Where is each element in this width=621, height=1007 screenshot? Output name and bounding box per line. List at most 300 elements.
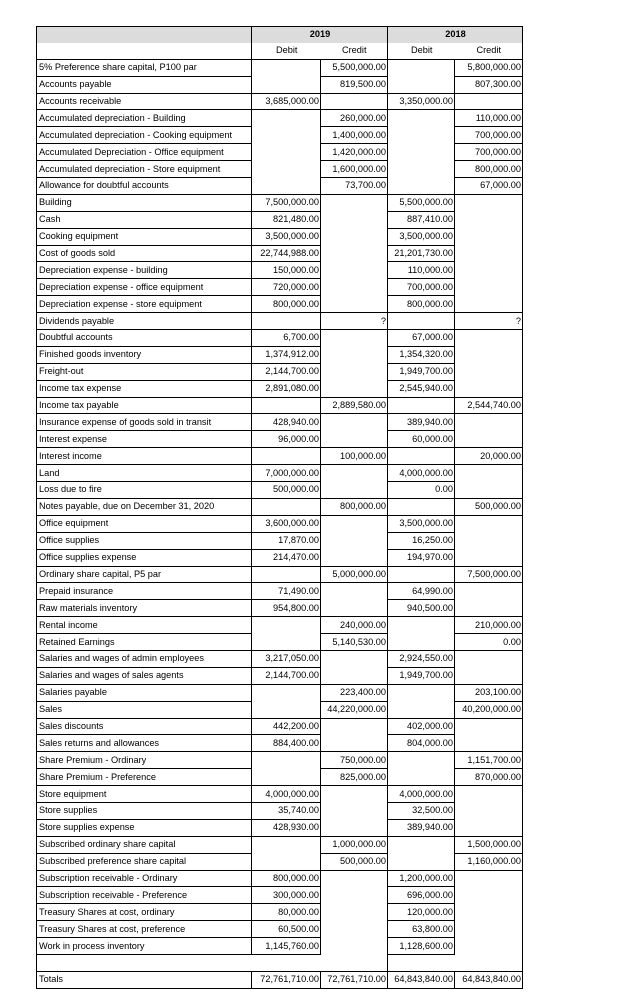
credit-18-cell [455, 938, 523, 955]
table-row [37, 819, 523, 836]
table-row [37, 650, 523, 667]
account-name: Store equipment [37, 786, 252, 803]
totals-row [37, 971, 523, 988]
debit-19-cell [252, 684, 321, 701]
account-name: Cooking equipment [37, 228, 252, 245]
table-row [37, 178, 523, 195]
table-row [37, 938, 523, 955]
credit-19-cell [321, 532, 388, 549]
table-row [37, 144, 523, 161]
column-header-row [37, 43, 523, 59]
corner-cell [37, 27, 252, 43]
account-name: Sales discounts [37, 718, 252, 735]
account-name: Finished goods inventory [37, 346, 252, 363]
account-name: Store supplies expense [37, 819, 252, 836]
credit-19-cell [321, 549, 388, 566]
table-row [37, 59, 523, 76]
debit-19-cell: 7,500,000.00 [252, 194, 321, 211]
credit-18-cell [455, 228, 523, 245]
credit-18-cell [455, 93, 523, 110]
credit-19-cell: 825,000.00 [321, 769, 388, 786]
credit-18-cell [455, 431, 523, 448]
credit-19-cell [321, 363, 388, 380]
table-row [37, 549, 523, 566]
credit-19-cell: 1,000,000.00 [321, 836, 388, 853]
debit-18-cell: 67,000.00 [388, 330, 455, 347]
account-name: Retained Earnings [37, 634, 252, 651]
debit-19-cell: 1,145,760.00 [252, 938, 321, 955]
table-row [37, 414, 523, 431]
total-c18: 64,843,840.00 [455, 971, 523, 988]
account-name: Salaries and wages of admin employees [37, 650, 252, 667]
debit-2018-header: Debit [388, 43, 455, 59]
credit-18-cell [455, 194, 523, 211]
debit-19-cell [252, 110, 321, 127]
credit-18-cell [455, 819, 523, 836]
credit-19-cell [321, 414, 388, 431]
account-name: Land [37, 465, 252, 482]
table-row [37, 634, 523, 651]
credit-19-cell: 223,400.00 [321, 684, 388, 701]
total-d19: 72,761,710.00 [252, 971, 321, 988]
account-name: Accounts receivable [37, 93, 252, 110]
debit-18-cell: 389,940.00 [388, 414, 455, 431]
table-row [37, 786, 523, 803]
credit-19-cell [321, 600, 388, 617]
account-name: Depreciation expense - office equipment [37, 279, 252, 296]
credit-18-cell: 210,000.00 [455, 617, 523, 634]
debit-18-cell: 120,000.00 [388, 904, 455, 921]
credit-18-cell: 700,000.00 [455, 127, 523, 144]
table-row [37, 245, 523, 262]
debit-19-cell [252, 178, 321, 195]
debit-19-cell [252, 127, 321, 144]
debit-19-cell: 6,700.00 [252, 330, 321, 347]
account-name: Salaries and wages of sales agents [37, 667, 252, 684]
debit-18-cell [388, 144, 455, 161]
credit-18-cell [455, 245, 523, 262]
debit-18-cell: 110,000.00 [388, 262, 455, 279]
debit-18-cell: 389,940.00 [388, 819, 455, 836]
total-d18: 64,843,840.00 [388, 971, 455, 988]
table-row [37, 667, 523, 684]
year-2018-header: 2018 [388, 27, 523, 43]
debit-19-cell [252, 59, 321, 76]
debit-18-cell: 1,949,700.00 [388, 667, 455, 684]
debit-18-cell: 0.00 [388, 482, 455, 499]
debit-19-cell: 22,744,988.00 [252, 245, 321, 262]
table-row [37, 684, 523, 701]
account-name: Office supplies [37, 532, 252, 549]
credit-18-cell [455, 482, 523, 499]
credit-19-cell: 500,000.00 [321, 853, 388, 870]
credit-19-cell [321, 330, 388, 347]
trial-balance-table [36, 26, 523, 989]
credit-19-cell: 5,500,000.00 [321, 59, 388, 76]
debit-19-cell: 3,217,050.00 [252, 650, 321, 667]
debit-19-cell [252, 566, 321, 583]
debit-18-cell: 1,128,600.00 [388, 938, 455, 955]
debit-19-cell: 96,000.00 [252, 431, 321, 448]
credit-18-cell [455, 718, 523, 735]
account-name: Share Premium - Preference [37, 769, 252, 786]
debit-19-cell: 3,685,000.00 [252, 93, 321, 110]
table-row [37, 752, 523, 769]
account-name: Salaries payable [37, 684, 252, 701]
debit-19-cell: 71,490.00 [252, 583, 321, 600]
account-name: Ordinary share capital, P5 par [37, 566, 252, 583]
debit-19-cell: 2,144,700.00 [252, 667, 321, 684]
debit-19-cell: 150,000.00 [252, 262, 321, 279]
credit-18-cell [455, 887, 523, 904]
debit-18-cell [388, 161, 455, 178]
debit-19-cell: 428,940.00 [252, 414, 321, 431]
year-header-row [37, 27, 523, 43]
debit-19-cell [252, 448, 321, 465]
debit-18-cell [388, 617, 455, 634]
table-row [37, 482, 523, 499]
account-name: Freight-out [37, 363, 252, 380]
debit-19-cell [252, 836, 321, 853]
table-row [37, 296, 523, 313]
credit-18-cell: 67,000.00 [455, 178, 523, 195]
credit-2019-header: Credit [321, 43, 388, 59]
account-name: Share Premium - Ordinary [37, 752, 252, 769]
debit-18-cell: 3,350,000.00 [388, 93, 455, 110]
debit-18-cell [388, 110, 455, 127]
credit-19-cell: 800,000.00 [321, 498, 388, 515]
spacer-cell [388, 954, 455, 971]
table-row [37, 93, 523, 110]
credit-19-cell [321, 667, 388, 684]
debit-2019-header: Debit [252, 43, 321, 59]
table-row [37, 566, 523, 583]
spacer-cell [321, 954, 388, 971]
credit-18-cell: 0.00 [455, 634, 523, 651]
debit-19-cell: 1,374,912.00 [252, 346, 321, 363]
debit-18-cell: 402,000.00 [388, 718, 455, 735]
debit-18-cell: 700,000.00 [388, 279, 455, 296]
debit-18-cell: 1,200,000.00 [388, 870, 455, 887]
debit-18-cell: 2,545,940.00 [388, 380, 455, 397]
table-row [37, 921, 523, 938]
account-name: Subscription receivable - Preference [37, 887, 252, 904]
table-row [37, 870, 523, 887]
debit-18-cell [388, 769, 455, 786]
debit-19-cell: 500,000.00 [252, 482, 321, 499]
account-name: Treasury Shares at cost, ordinary [37, 904, 252, 921]
debit-19-cell: 821,480.00 [252, 211, 321, 228]
credit-19-cell: ? [321, 313, 388, 330]
credit-18-cell: 5,800,000.00 [455, 59, 523, 76]
account-name: Work in process inventory [37, 938, 252, 955]
credit-18-cell: ? [455, 313, 523, 330]
debit-19-cell: 428,930.00 [252, 819, 321, 836]
credit-19-cell [321, 802, 388, 819]
credit-18-cell [455, 735, 523, 752]
debit-19-cell [252, 161, 321, 178]
table-row [37, 735, 523, 752]
account-name: Office supplies expense [37, 549, 252, 566]
debit-18-cell: 32,500.00 [388, 802, 455, 819]
debit-18-cell [388, 313, 455, 330]
credit-19-cell [321, 482, 388, 499]
credit-18-cell: 7,500,000.00 [455, 566, 523, 583]
debit-19-cell [252, 617, 321, 634]
credit-19-cell [321, 296, 388, 313]
credit-19-cell [321, 921, 388, 938]
credit-18-cell: 800,000.00 [455, 161, 523, 178]
table-row [37, 498, 523, 515]
table-row [37, 718, 523, 735]
debit-18-cell [388, 836, 455, 853]
credit-18-cell: 203,100.00 [455, 684, 523, 701]
credit-18-cell [455, 414, 523, 431]
account-name: Accumulated depreciation - Cooking equipment [37, 127, 252, 144]
debit-18-cell: 696,000.00 [388, 887, 455, 904]
account-name: Rental income [37, 617, 252, 634]
account-name: Accounts payable [37, 76, 252, 93]
table-row [37, 583, 523, 600]
credit-19-cell [321, 870, 388, 887]
credit-19-cell: 1,600,000.00 [321, 161, 388, 178]
credit-18-cell [455, 279, 523, 296]
credit-18-cell [455, 549, 523, 566]
credit-2018-header: Credit [455, 43, 523, 59]
credit-18-cell: 1,500,000.00 [455, 836, 523, 853]
credit-18-cell: 870,000.00 [455, 769, 523, 786]
total-c19: 72,761,710.00 [321, 971, 388, 988]
debit-18-cell [388, 752, 455, 769]
credit-19-cell [321, 380, 388, 397]
credit-18-cell: 807,300.00 [455, 76, 523, 93]
table-row [37, 161, 523, 178]
table-row [37, 228, 523, 245]
debit-18-cell: 63,800.00 [388, 921, 455, 938]
debit-18-cell: 21,201,730.00 [388, 245, 455, 262]
credit-18-cell [455, 802, 523, 819]
table-row [37, 617, 523, 634]
account-name: Accumulated depreciation - Building [37, 110, 252, 127]
totals-label: Totals [37, 971, 252, 988]
credit-19-cell [321, 819, 388, 836]
account-name: Dividends payable [37, 313, 252, 330]
table-row [37, 802, 523, 819]
credit-19-cell [321, 93, 388, 110]
table-row [37, 313, 523, 330]
credit-18-cell [455, 870, 523, 887]
debit-18-cell: 887,410.00 [388, 211, 455, 228]
table-row [37, 279, 523, 296]
table-row [37, 515, 523, 532]
debit-19-cell: 2,144,700.00 [252, 363, 321, 380]
debit-18-cell: 194,970.00 [388, 549, 455, 566]
account-name: Treasury Shares at cost, preference [37, 921, 252, 938]
debit-18-cell [388, 634, 455, 651]
account-name: Notes payable, due on December 31, 2020 [37, 498, 252, 515]
account-name: Cash [37, 211, 252, 228]
credit-19-cell [321, 431, 388, 448]
table-row [37, 262, 523, 279]
table-row [37, 465, 523, 482]
credit-18-cell [455, 921, 523, 938]
account-name: Raw materials inventory [37, 600, 252, 617]
spacer-cell [37, 954, 252, 971]
credit-19-cell [321, 346, 388, 363]
credit-19-cell [321, 887, 388, 904]
credit-18-cell: 20,000.00 [455, 448, 523, 465]
account-name: Allowance for doubtful accounts [37, 178, 252, 195]
table-row [37, 380, 523, 397]
credit-18-cell [455, 904, 523, 921]
account-name: Subscribed preference share capital [37, 853, 252, 870]
debit-19-cell: 884,400.00 [252, 735, 321, 752]
credit-18-cell: 110,000.00 [455, 110, 523, 127]
debit-18-cell: 4,000,000.00 [388, 786, 455, 803]
debit-18-cell: 64,990.00 [388, 583, 455, 600]
account-name: Insurance expense of goods sold in transit [37, 414, 252, 431]
debit-18-cell [388, 853, 455, 870]
account-name: Accumulated depreciation - Store equipment [37, 161, 252, 178]
table-row [37, 431, 523, 448]
debit-19-cell [252, 701, 321, 718]
account-name: Income tax expense [37, 380, 252, 397]
debit-18-cell: 4,000,000.00 [388, 465, 455, 482]
table-row [37, 127, 523, 144]
credit-18-cell: 2,544,740.00 [455, 397, 523, 414]
credit-18-cell [455, 667, 523, 684]
table-row [37, 532, 523, 549]
account-name: Doubtful accounts [37, 330, 252, 347]
credit-19-cell [321, 650, 388, 667]
credit-18-cell [455, 600, 523, 617]
credit-19-cell [321, 904, 388, 921]
debit-19-cell: 800,000.00 [252, 870, 321, 887]
table-row [37, 904, 523, 921]
credit-19-cell [321, 583, 388, 600]
debit-18-cell [388, 566, 455, 583]
debit-18-cell [388, 684, 455, 701]
debit-18-cell [388, 701, 455, 718]
credit-19-cell: 73,700.00 [321, 178, 388, 195]
credit-18-cell [455, 465, 523, 482]
debit-19-cell [252, 76, 321, 93]
table-row [37, 600, 523, 617]
debit-19-cell [252, 397, 321, 414]
account-name: Sales [37, 701, 252, 718]
table-row [37, 448, 523, 465]
credit-18-cell: 1,151,700.00 [455, 752, 523, 769]
debit-19-cell: 3,500,000.00 [252, 228, 321, 245]
account-name: Income tax payable [37, 397, 252, 414]
credit-18-cell [455, 262, 523, 279]
table-row [37, 836, 523, 853]
spacer-cell [455, 954, 523, 971]
credit-18-cell: 1,160,000.00 [455, 853, 523, 870]
account-name: Interest income [37, 448, 252, 465]
credit-18-cell [455, 650, 523, 667]
credit-19-cell [321, 262, 388, 279]
debit-19-cell: 17,870.00 [252, 532, 321, 549]
debit-19-cell [252, 769, 321, 786]
credit-19-cell: 240,000.00 [321, 617, 388, 634]
debit-18-cell: 804,000.00 [388, 735, 455, 752]
debit-19-cell: 442,200.00 [252, 718, 321, 735]
account-name: Building [37, 194, 252, 211]
spacer-row [37, 954, 523, 971]
credit-19-cell: 5,000,000.00 [321, 566, 388, 583]
table-row [37, 363, 523, 380]
debit-18-cell: 60,000.00 [388, 431, 455, 448]
debit-18-cell: 5,500,000.00 [388, 194, 455, 211]
credit-19-cell: 1,420,000.00 [321, 144, 388, 161]
account-name: Office equipment [37, 515, 252, 532]
debit-19-cell: 60,500.00 [252, 921, 321, 938]
account-name: Depreciation expense - store equipment [37, 296, 252, 313]
credit-18-cell [455, 786, 523, 803]
credit-18-cell [455, 363, 523, 380]
debit-19-cell: 720,000.00 [252, 279, 321, 296]
credit-19-cell [321, 245, 388, 262]
debit-19-cell: 800,000.00 [252, 296, 321, 313]
account-name: Accumulated Depreciation - Office equipment [37, 144, 252, 161]
credit-19-cell [321, 194, 388, 211]
credit-19-cell [321, 465, 388, 482]
account-name: 5% Preference share capital, P100 par [37, 59, 252, 76]
table-row [37, 194, 523, 211]
debit-18-cell: 16,250.00 [388, 532, 455, 549]
credit-18-cell: 700,000.00 [455, 144, 523, 161]
credit-19-cell [321, 735, 388, 752]
table-row [37, 211, 523, 228]
credit-18-cell [455, 346, 523, 363]
debit-19-cell: 214,470.00 [252, 549, 321, 566]
table-row [37, 701, 523, 718]
table-row [37, 76, 523, 93]
debit-19-cell [252, 498, 321, 515]
debit-19-cell [252, 853, 321, 870]
credit-18-cell [455, 296, 523, 313]
table-row [37, 346, 523, 363]
debit-19-cell: 4,000,000.00 [252, 786, 321, 803]
credit-18-cell [455, 211, 523, 228]
credit-19-cell: 2,889,580.00 [321, 397, 388, 414]
debit-18-cell [388, 59, 455, 76]
debit-19-cell [252, 752, 321, 769]
account-name: Interest expense [37, 431, 252, 448]
table-row [37, 110, 523, 127]
credit-18-cell [455, 380, 523, 397]
debit-18-cell [388, 397, 455, 414]
account-name: Subscribed ordinary share capital [37, 836, 252, 853]
table-row [37, 769, 523, 786]
debit-18-cell: 3,500,000.00 [388, 228, 455, 245]
debit-18-cell [388, 448, 455, 465]
debit-19-cell: 35,740.00 [252, 802, 321, 819]
debit-19-cell: 2,891,080.00 [252, 380, 321, 397]
credit-19-cell [321, 786, 388, 803]
credit-18-cell: 500,000.00 [455, 498, 523, 515]
debit-18-cell: 3,500,000.00 [388, 515, 455, 532]
credit-19-cell: 100,000.00 [321, 448, 388, 465]
credit-19-cell: 260,000.00 [321, 110, 388, 127]
year-2019-header: 2019 [252, 27, 388, 43]
label-header-cell [37, 43, 252, 59]
account-name: Prepaid insurance [37, 583, 252, 600]
table-row [37, 330, 523, 347]
debit-19-cell [252, 634, 321, 651]
credit-19-cell: 44,220,000.00 [321, 701, 388, 718]
